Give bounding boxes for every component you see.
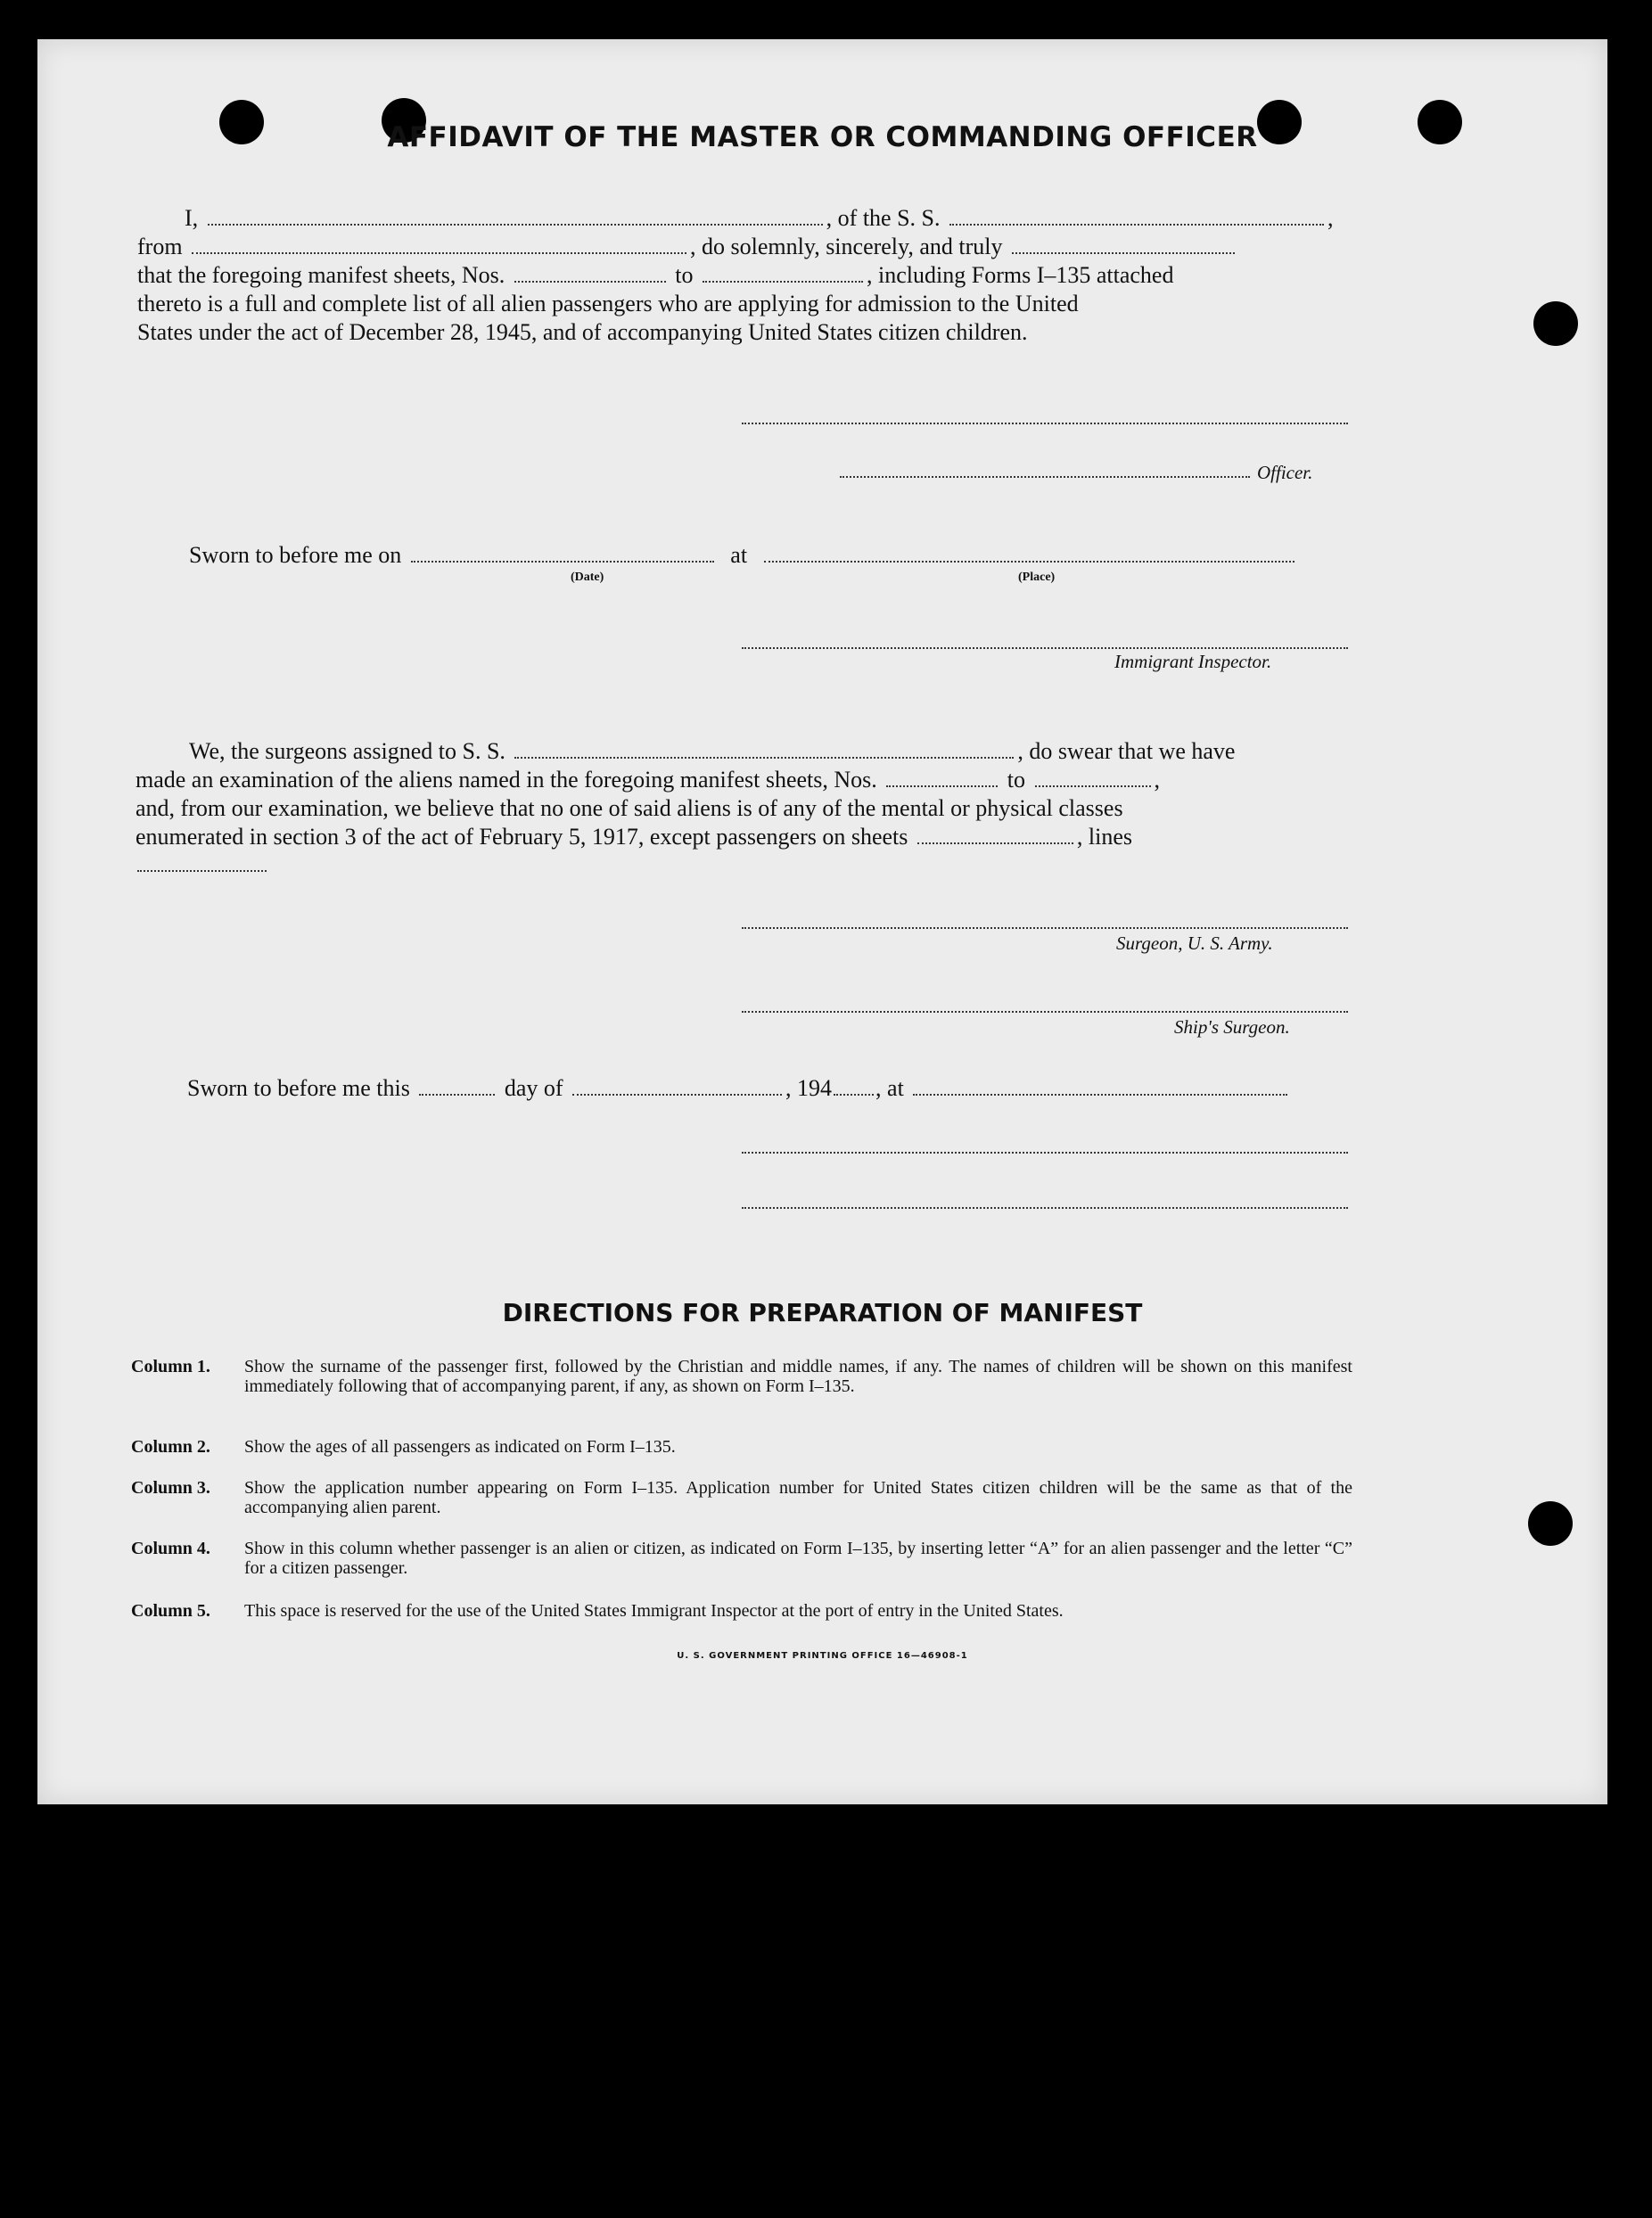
year-field[interactable]	[834, 1093, 874, 1096]
army-surgeon-signature-line[interactable]	[742, 927, 1348, 929]
direction-text: Show the ages of all passengers as indicated on Form I–135.	[244, 1437, 676, 1457]
punch-hole	[1533, 301, 1578, 346]
direction-item	[131, 1437, 1352, 1457]
direction-item	[131, 1357, 1352, 1396]
of-ss-label: , of the S. S.	[826, 205, 941, 231]
surgeon-sheets-to-field[interactable]	[1035, 785, 1151, 787]
surgeons-line-3: and, from our examination, we believe that no one of said aliens is of any of the mental or physical classes	[136, 795, 1123, 821]
direction-item	[131, 1478, 1352, 1517]
ship-name-field[interactable]	[949, 223, 1324, 226]
ship-surgeon-caption: Ship's Surgeon.	[1174, 1016, 1290, 1038]
direction-column-label: Column 5.	[131, 1601, 210, 1621]
sworn-place-field[interactable]	[764, 560, 1294, 563]
officer-signature-line[interactable]	[840, 476, 1250, 478]
examination-label: made an examination of the aliens named in the foregoing manifest sheets, Nos.	[136, 767, 877, 793]
affidavit-line-4: thereto is a full and complete list of all alien passengers who are applying for admission to the United	[137, 291, 1079, 316]
direction-text: Show the surname of the passenger first, followed by the Christian and middle names, if any. The names of children will be shown on this manifest immediately following that of accompanying parent, if any, as shown on Form I–135.	[244, 1357, 1352, 1396]
to-label: to	[1007, 767, 1025, 793]
direction-column-label: Column 1.	[131, 1357, 210, 1376]
do-swear-label: , do swear that we have	[1017, 738, 1236, 764]
form-page	[37, 39, 1607, 1804]
affidavit-line-1	[185, 205, 1334, 232]
form-title: AFFIDAVIT OF THE MASTER OR COMMANDING OFFICER	[387, 121, 1258, 153]
direction-item	[131, 1601, 1352, 1621]
foregoing-label: that the foregoing manifest sheets, Nos.	[137, 262, 505, 288]
direction-column-label: Column 3.	[131, 1478, 210, 1498]
date-caption: (Date)	[571, 571, 604, 584]
directions-heading: DIRECTIONS FOR PREPARATION OF MANIFEST	[502, 1298, 1143, 1327]
lines-label: , lines	[1076, 824, 1133, 850]
including-label: , including Forms I–135 attached	[867, 262, 1174, 288]
direction-text: Show the application number appearing on Form I–135. Application number for United States citizen children will be the same as that of the accompanying alien parent.	[244, 1478, 1352, 1517]
printing-office-footer: U. S. GOVERNMENT PRINTING OFFICE 16—46908-1	[677, 1651, 968, 1661]
sworn-line-1	[189, 542, 1298, 569]
army-surgeon-caption: Surgeon, U. S. Army.	[1116, 932, 1273, 954]
direction-text: Show in this column whether passenger is an alien or citizen, as indicated on Form I–135, by inserting letter “A” for an alien passenger and the letter “C” for a citizen passenger.	[244, 1539, 1352, 1578]
direction-text: This space is reserved for the use of the United States Immigrant Inspector at the port of entry in the United States.	[244, 1601, 1064, 1621]
officer-caption: Officer.	[1257, 462, 1313, 483]
master-signature-line[interactable]	[742, 423, 1348, 424]
surgeons-line-1	[189, 738, 1235, 765]
inspector-caption: Immigrant Inspector.	[1114, 651, 1272, 672]
day-field[interactable]	[419, 1093, 495, 1096]
surgeons-line-2	[136, 767, 1160, 793]
sheets-from-field[interactable]	[514, 280, 666, 283]
place-caption: (Place)	[1018, 571, 1056, 584]
year-label: , 194	[785, 1075, 833, 1101]
sworn-label: Sworn to before me on	[189, 542, 402, 568]
affidavit-line-2	[137, 234, 1238, 260]
i-label: I,	[185, 205, 199, 231]
surgeons-label: We, the surgeons assigned to S. S.	[189, 738, 505, 764]
surgeon-sheets-from-field[interactable]	[886, 785, 998, 787]
direction-column-label: Column 4.	[131, 1539, 210, 1558]
direction-column-label: Column 2.	[131, 1437, 210, 1457]
punch-hole	[1528, 1501, 1573, 1546]
day-of-label: day of	[504, 1075, 563, 1101]
inspector-signature-line[interactable]	[742, 647, 1348, 649]
signature-line-a[interactable]	[742, 1152, 1348, 1154]
master-name-field[interactable]	[208, 223, 823, 226]
truly-field[interactable]	[1012, 251, 1235, 254]
sheets-to-field[interactable]	[703, 280, 863, 283]
to-label: to	[675, 262, 694, 288]
from-label: from	[137, 234, 183, 259]
except-lines-field[interactable]	[137, 870, 267, 872]
except-sheets-field[interactable]	[917, 842, 1073, 844]
do-solemnly-label: , do solemnly, sincerely, and truly	[690, 234, 1003, 259]
from-port-field[interactable]	[192, 251, 686, 254]
at-label: at	[730, 542, 748, 568]
ship-surgeon-signature-line[interactable]	[742, 1011, 1348, 1013]
signature-line-b[interactable]	[742, 1207, 1348, 1209]
sworn-line-2	[187, 1075, 1291, 1102]
enumerated-label: enumerated in section 3 of the act of February 5, 1917, except passengers on sheets	[136, 824, 908, 850]
direction-item	[131, 1539, 1352, 1578]
at-label: , at	[875, 1075, 904, 1101]
sworn-this-label: Sworn to before me this	[187, 1075, 410, 1101]
surgeons-line-4	[136, 824, 1132, 850]
affidavit-line-3	[137, 262, 1173, 289]
sworn2-place-field[interactable]	[913, 1093, 1287, 1096]
comma: ,	[1327, 205, 1334, 231]
comma: ,	[1154, 767, 1160, 793]
surgeons-ship-field[interactable]	[514, 756, 1014, 759]
month-field[interactable]	[572, 1093, 782, 1096]
affidavit-line-5: States under the act of December 28, 1945, and of accompanying United States citizen children.	[137, 319, 1028, 345]
sworn-date-field[interactable]	[411, 560, 714, 563]
